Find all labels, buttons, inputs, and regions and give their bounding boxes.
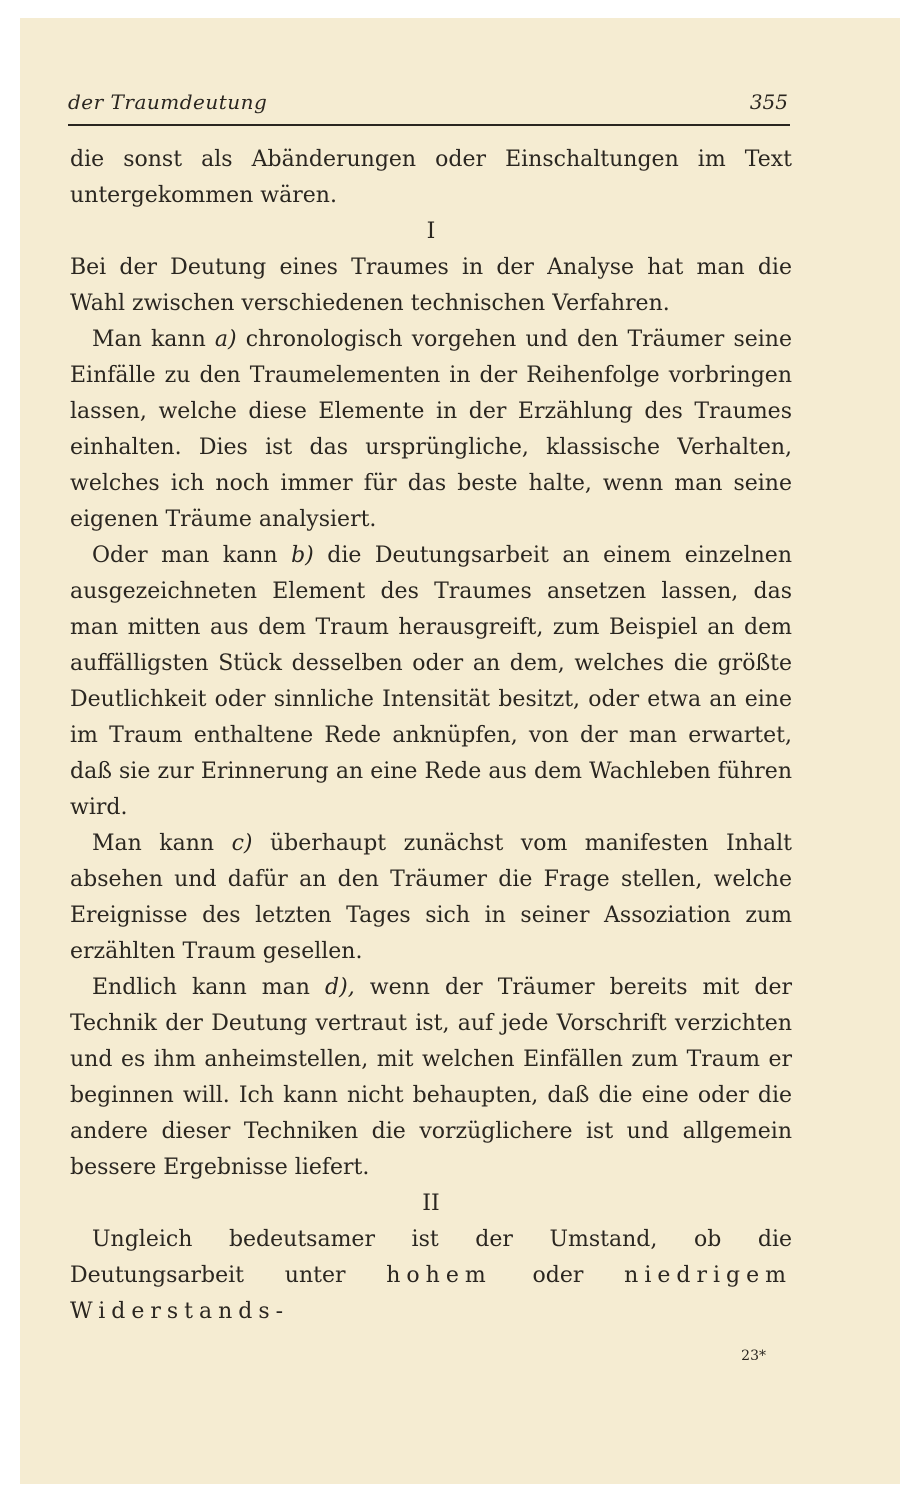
paragraph-5-text: wenn der Träumer bereits mit der Technik der Deutung vertraut ist, auf jede Vorschrift verzichten und es ihm anheimstellen, mit welchen Einfällen zum Traum er beginnen will. Ich kann nicht behaupten, daß die eine oder die andere dieser Techniken die vorzüglichere ist und allgemein bessere Ergebnisse liefert. (70, 975, 792, 1180)
paragraph-4-lead: Man kann (92, 831, 232, 856)
paragraph-2-text: chronologisch vorgehen und den Träumer seine Einfälle zu den Traumelementen in der Reihenfolge vorbringen lassen, welche diese Elemente in der Erzählung des Traumes einhalten. Dies ist das ursprüngliche, klassische Verhalten, welches ich noch immer für das beste halte, wenn man seine eigenen Träume analysiert. (70, 327, 792, 532)
paragraph-5-lead: Endlich kann man (92, 975, 326, 1000)
paragraph-3-lead: Oder man kann (92, 543, 292, 568)
paragraph-3-marker: b) (291, 543, 314, 568)
paragraph-6-spaced-word-2: niedrigem Widerstands- (70, 1263, 792, 1324)
paragraph-6-mid: oder (491, 1263, 625, 1288)
paragraph-6-spaced-word-1: hohem (386, 1263, 492, 1288)
signature-mark: 23* (741, 1348, 766, 1364)
section-heading-1: I (426, 219, 436, 244)
book-page (20, 18, 900, 1484)
paragraph-4-text: überhaupt zunächst vom manifesten Inhalt absehen und dafür an den Träumer die Frage stellen, welche Ereignisse des letzten Tages sich in seiner Assoziation zum erzählten Traum gesellen. (70, 831, 792, 964)
paragraph-3-text: die Deutungsarbeit an einem einzelnen ausgezeichneten Element des Traumes ansetzen lassen, das man mitten aus dem Traum herausgreift, zum Beispiel an dem auffälligsten Stück desselben oder an dem, welches die größte Deutlichkeit oder sinnliche Intensität besitzt, oder etwa an eine im Traum enthaltene Rede anknüpfen, von der man erwartet, daß sie zur Erinnerung an eine Rede aus dem Wachleben führen wird. (70, 543, 792, 820)
paragraph-5 (70, 970, 792, 1186)
page-header (68, 88, 790, 126)
paragraph-2-lead: Man kann (92, 327, 215, 352)
paragraph-1: Bei der Deutung eines Traumes in der Analyse hat man die Wahl zwischen verschiedenen technischen Verfahren. (70, 255, 792, 316)
paragraph-4-marker: c) (231, 831, 253, 856)
paragraph-5-marker: d), (325, 975, 355, 1000)
paragraph-4 (70, 826, 792, 970)
paragraph-2 (70, 322, 792, 538)
paragraph-6 (70, 1222, 792, 1330)
paragraph-2-marker: a) (214, 327, 237, 352)
page-number: 355 (749, 90, 788, 114)
section-heading-2: II (422, 1191, 440, 1216)
paragraph-6-lead: Ungleich bedeutsamer ist der Umstand, ob die Deutungsarbeit unter (70, 1227, 792, 1288)
paragraph-continuation: die sonst als Abänderungen oder Einschaltungen im Text untergekommen wären. (70, 147, 792, 208)
running-title: der Traumdeutung (68, 90, 268, 114)
paragraph-3 (70, 538, 792, 826)
page-body (70, 142, 792, 1330)
